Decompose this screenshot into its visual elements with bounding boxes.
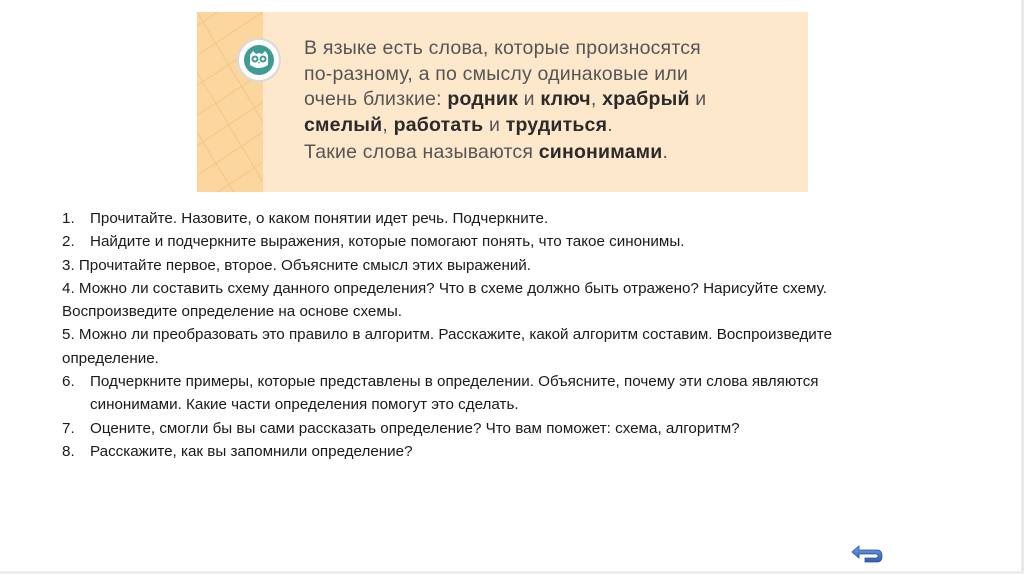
task-number: 1. (62, 210, 75, 227)
example-word: храбрый (602, 88, 690, 110)
definition-fragment: . (607, 113, 613, 136)
task-number: 4. (62, 279, 75, 297)
definition-line-4 (304, 113, 784, 139)
task-item (62, 370, 982, 393)
textbook-excerpt (197, 12, 808, 192)
task-item-continuation (62, 393, 982, 416)
task-text: Можно ли преобразовать это правило в алгоритм. Расскажите, какой алгоритм составим. Воспроизведите (74, 326, 833, 344)
example-word: смелый (304, 113, 383, 136)
task-number: 2. (62, 233, 75, 251)
task-item (62, 207, 982, 230)
task-item (62, 323, 982, 346)
definition-fragment: и (689, 88, 707, 110)
task-number: 3. (62, 256, 75, 274)
key-term: синонимами (538, 141, 663, 163)
example-word: трудиться (505, 113, 608, 136)
task-text: Расскажите, как вы запомнили определение? (90, 442, 413, 460)
task-number: 6. (62, 373, 75, 391)
task-number: 7. (62, 419, 75, 437)
task-text: Подчеркните примеры, которые представлены в определении. Объясните, почему эти слова являются (90, 373, 819, 391)
task-text: определение. (62, 349, 159, 367)
definition-fragment: , (382, 113, 394, 136)
definition-line-3 (304, 87, 784, 113)
task-item (62, 440, 982, 463)
example-word: родник (447, 88, 519, 110)
task-text: Воспроизведите определение на основе схемы. (62, 303, 402, 321)
task-item-continuation (62, 300, 982, 323)
definition-line-1: В языке есть слова, которые произносятся (304, 37, 701, 59)
task-item (62, 277, 982, 300)
task-item (62, 417, 982, 440)
task-item (62, 230, 982, 253)
task-number: 5. (62, 326, 75, 344)
definition-fragment: и (483, 113, 506, 136)
definition-line-2: по-разному, а по смыслу одинаковые или (304, 62, 689, 85)
owl-icon (244, 45, 274, 75)
definition-fragment: , (590, 88, 603, 110)
example-word: работать (393, 113, 484, 136)
task-text: Можно ли составить схему данного определения? Что в схеме должно быть отражено? Нарисуйте схему. (74, 279, 827, 297)
task-text: Найдите и подчеркните выражения, которые помогают понять, что такое синонимы. (90, 233, 685, 251)
return-arrow-icon[interactable] (851, 540, 885, 570)
task-text: Прочитайте. Назовите, о каком понятии идет речь. Подчеркните. (90, 210, 549, 227)
definition-line-5 (304, 140, 784, 166)
definition-fragment: Такие слова называются (304, 141, 539, 163)
task-item-continuation (62, 347, 982, 370)
example-word: ключ (540, 88, 591, 110)
task-text: Прочитайте первое, второе. Объясните смысл этих выражений. (74, 256, 532, 274)
definition-fragment: . (662, 141, 669, 163)
task-text: синонимами. Какие части определения помогут это сделать. (90, 396, 519, 414)
return-button[interactable] (851, 540, 885, 570)
owl-badge (237, 38, 281, 82)
task-text: Оцените, смогли бы вы сами рассказать определение? Что вам поможет: схема, алгоритм? (90, 419, 740, 437)
task-list (62, 207, 982, 463)
task-number: 8. (62, 442, 75, 460)
definition-fragment: очень близкие: (304, 88, 448, 110)
definition-fragment: и (518, 88, 541, 110)
definition-text (304, 36, 784, 166)
task-item (62, 254, 982, 277)
